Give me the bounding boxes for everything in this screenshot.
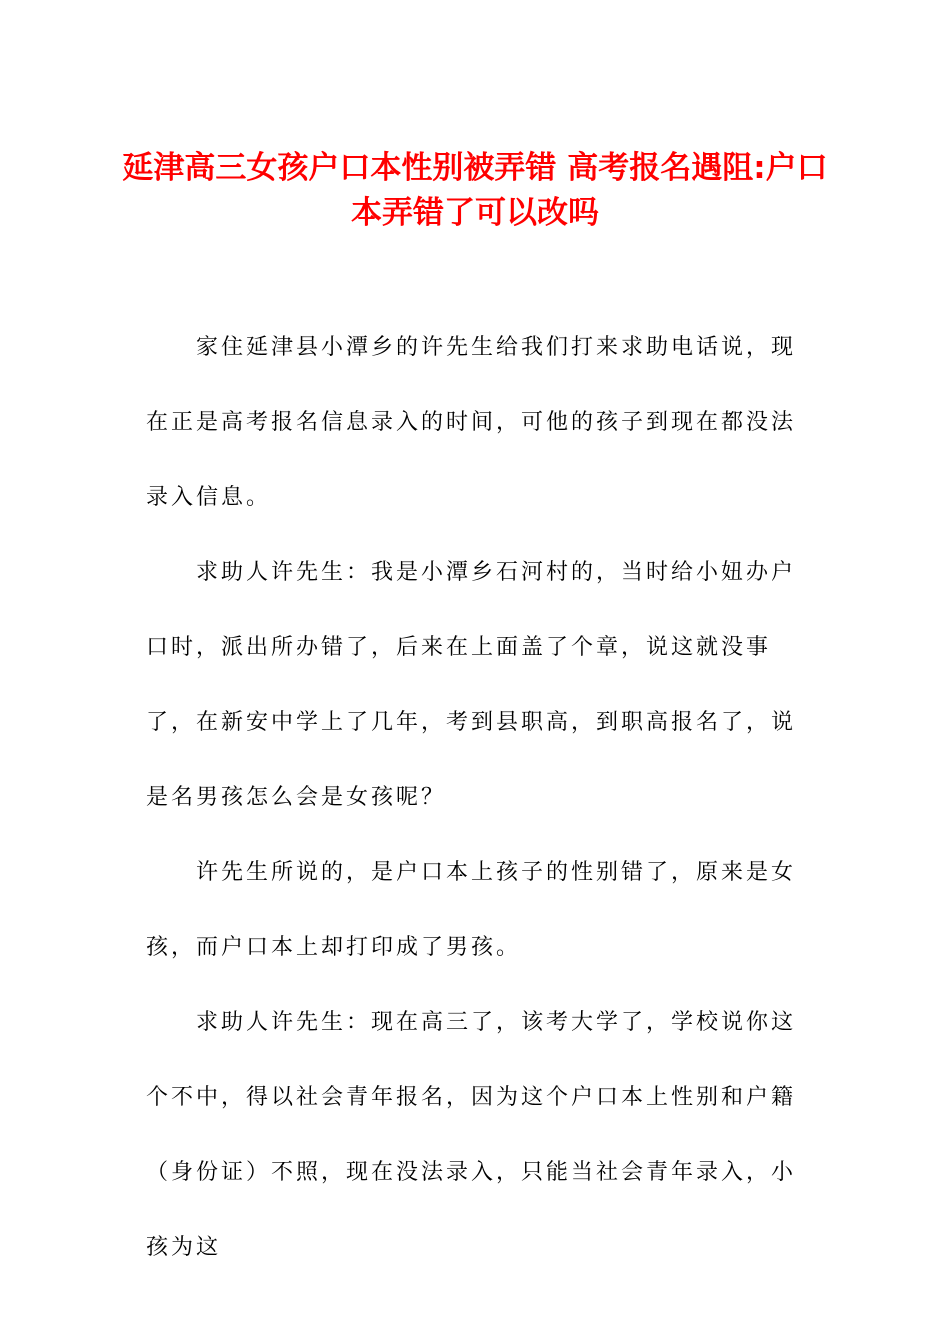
article-title: 延津高三女孩户口本性别被弄错 高考报名遇阻:户口本弄错了可以改吗 xyxy=(122,150,828,231)
article-body xyxy=(146,310,810,1285)
paragraph: 家住延津县小潭乡的许先生给我们打来求助电话说，现在正是高考报名信息录入的时间，可他的孩子到现在都没法录入信息。 xyxy=(146,335,797,510)
paragraph: 许先生所说的，是户口本上孩子的性别错了，原来是女孩，而户口本上却打印成了男孩。 xyxy=(146,860,797,960)
paragraph: 求助人许先生：我是小潭乡石河村的，当时给小妞办户口时，派出所办错了，后来在上面盖了个章，说这就没事了，在新安中学上了几年，考到县职高，到职高报名了，说是名男孩怎么会是女孩呢？ xyxy=(146,560,797,810)
paragraph: 求助人许先生：现在高三了，该考大学了，学校说你这个不中，得以社会青年报名，因为这个户口本上性别和户籍（身份证）不照，现在没法录入，只能当社会青年录入，小孩为这 xyxy=(146,1010,797,1260)
